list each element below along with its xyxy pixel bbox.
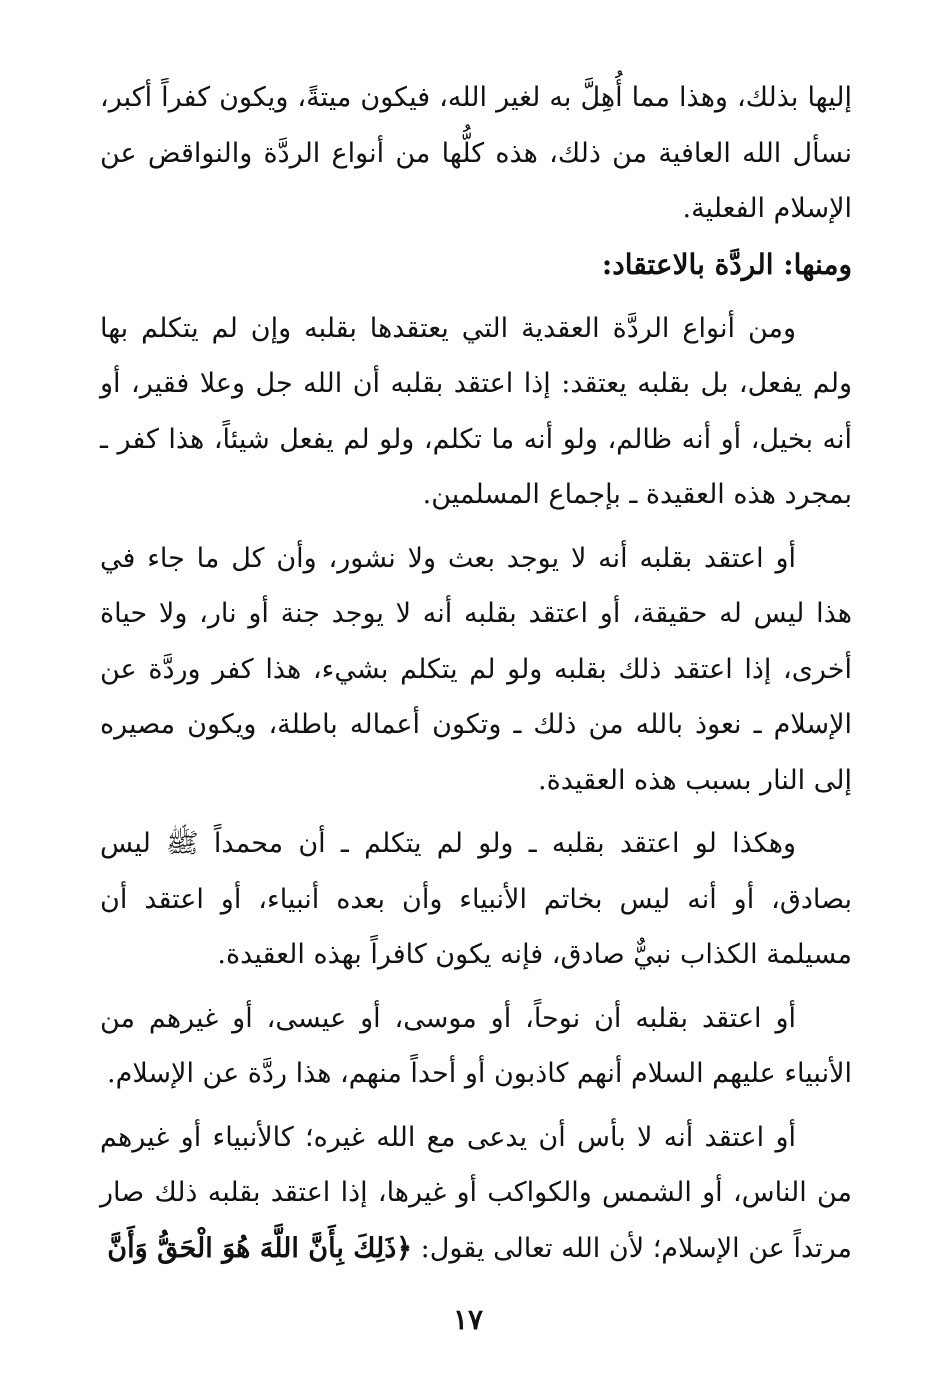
section-heading: ومنها: الردَّة بالاعتقاد:: [601, 247, 852, 281]
page-body: [100, 70, 852, 1276]
paragraph-continuation: إليها بذلك، وهذا مما أُهِلَّ به لغير الله، فيكون ميتةً، ويكون كفراً أكبر، نسأل الله العافية من ذلك، هذه كلُّها من أنواع الردَّة والنواقض عن الإسلام الفعلية.: [100, 82, 852, 224]
paragraph-prophethood: وهكذا لو اعتقد بقلبه ـ ولو لم يتكلم ـ أن محمداً ﷺ ليس بصادق، أو أنه ليس بخاتم الأنبياء وأن بعده أنبياء، أو اعتقد أن مسيلمة الكذاب نبيٌّ صادق، فإنه يكون كافراً بهذه العقيدة.: [100, 828, 852, 970]
paragraph-prophets: أو اعتقد بقلبه أن نوحاً، أو موسى، أو عيسى، أو غيرهم من الأنبياء عليهم السلام أنهم كاذبون أو أحداً منهم، هذا ردَّة عن الإسلام.: [100, 1002, 852, 1089]
paragraph-belief-apostasy: ومن أنواع الردَّة العقدية التي يعتقدها بقلبه وإن لم يتكلم بها ولم يفعل، بل بقلبه يعتقد: إذا اعتقد بقلبه أن الله جل وعلا فقير، أو أنه بخيل، أو أنه ظالم، ولو أنه ما تكلم، ولو لم يفعل شيئاً، هذا كفر ـ بمجرد هذه العقيدة ـ بإجماع المسلمين.: [100, 312, 852, 510]
page-number: ١٧: [452, 1303, 484, 1336]
quran-verse-quote: ﴿ذَلِكَ بِأَنَّ اللَّهَ هُوَ الْحَقُّ وَأَنَّ: [107, 1232, 413, 1264]
paragraph-supplication: [100, 1110, 852, 1277]
paragraph-resurrection: أو اعتقد بقلبه أنه لا يوجد بعث ولا نشور، وأن كل ما جاء في هذا ليس له حقيقة، أو اعتقد بقلبه أنه لا يوجد جنة أو نار، ولا حياة أخرى، إذا اعتقد ذلك بقلبه ولو لم يتكلم بشيء، هذا كفر وردَّة عن الإسلام ـ نعوذ بالله من ذلك ـ وتكون أعماله باطلة، ويكون مصيره إلى النار بسبب هذه العقيدة.: [100, 542, 852, 796]
paragraph-supplication-text: أو اعتقد أنه لا بأس أن يدعى مع الله غيره؛ كالأنبياء أو غيرهم من الناس، أو الشمس والكواكب أو غيرها، إذا اعتقد بقلبه ذلك صار مرتداً عن الإسلام؛ لأن الله تعالى يقول:: [100, 1121, 852, 1264]
